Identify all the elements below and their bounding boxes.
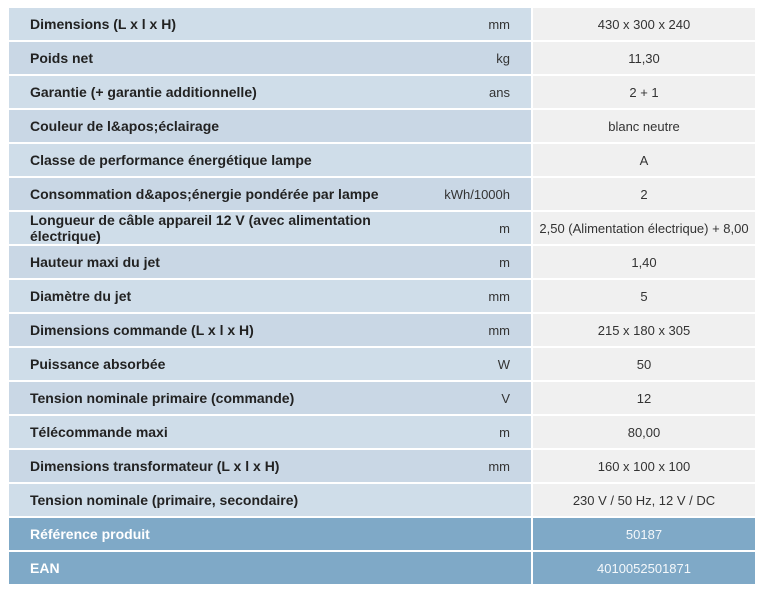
spec-label: Garantie (+ garantie additionnelle) [9, 76, 430, 110]
spec-unit: ans [430, 76, 531, 110]
spec-row-cable-length [9, 212, 755, 246]
spec-unit: mm [430, 314, 531, 348]
spec-unit: mm [430, 8, 531, 42]
spec-label: Dimensions transformateur (L x l x H) [9, 450, 430, 484]
spec-unit: V [430, 382, 531, 416]
spec-value: 2 [531, 178, 755, 212]
spec-row-jet-diameter [9, 280, 755, 314]
spec-label: Télécommande maxi [9, 416, 430, 450]
footer-row-ean [9, 552, 755, 586]
spec-value: 12 [531, 382, 755, 416]
spec-row-net-weight [9, 42, 755, 76]
spec-label: Longueur de câble appareil 12 V (avec alimentation électrique) [9, 212, 430, 246]
spec-label: Couleur de l&apos;éclairage [9, 110, 430, 144]
spec-row-primary-voltage [9, 382, 755, 416]
spec-unit: mm [430, 280, 531, 314]
specifications-body [9, 8, 755, 586]
spec-label: Poids net [9, 42, 430, 76]
spec-value: 50 [531, 348, 755, 382]
product-reference-label: Référence produit [9, 518, 531, 552]
spec-row-light-color [9, 110, 755, 144]
spec-label: Classe de performance énergétique lampe [9, 144, 430, 178]
spec-unit [430, 484, 531, 518]
spec-value: 160 x 100 x 100 [531, 450, 755, 484]
spec-row-dimensions [9, 8, 755, 42]
ean-label: EAN [9, 552, 531, 586]
spec-row-control-dimensions [9, 314, 755, 348]
spec-label: Dimensions (L x l x H) [9, 8, 430, 42]
spec-value: 430 x 300 x 240 [531, 8, 755, 42]
spec-value: 230 V / 50 Hz, 12 V / DC [531, 484, 755, 518]
spec-value: 11,30 [531, 42, 755, 76]
spec-value: 215 x 180 x 305 [531, 314, 755, 348]
spec-unit: kWh/1000h [430, 178, 531, 212]
spec-unit: m [430, 246, 531, 280]
spec-row-jet-height [9, 246, 755, 280]
product-reference-value: 50187 [531, 518, 755, 552]
spec-value: blanc neutre [531, 110, 755, 144]
spec-label: Consommation d&apos;énergie pondérée par lampe [9, 178, 430, 212]
spec-row-energy-class [9, 144, 755, 178]
spec-value: 80,00 [531, 416, 755, 450]
spec-value: 2 + 1 [531, 76, 755, 110]
spec-unit: W [430, 348, 531, 382]
spec-value: 2,50 (Alimentation électrique) + 8,00 [531, 212, 755, 246]
spec-unit: mm [430, 450, 531, 484]
spec-label: Tension nominale primaire (commande) [9, 382, 430, 416]
spec-value: A [531, 144, 755, 178]
spec-unit [430, 110, 531, 144]
spec-label: Diamètre du jet [9, 280, 430, 314]
spec-row-energy-consumption [9, 178, 755, 212]
spec-label: Tension nominale (primaire, secondaire) [9, 484, 430, 518]
spec-label: Dimensions commande (L x l x H) [9, 314, 430, 348]
spec-row-warranty [9, 76, 755, 110]
footer-row-product-reference [9, 518, 755, 552]
spec-unit [430, 144, 531, 178]
spec-row-nominal-voltage [9, 484, 755, 518]
spec-unit: m [430, 212, 531, 246]
spec-unit: m [430, 416, 531, 450]
spec-row-remote-range [9, 416, 755, 450]
spec-value: 5 [531, 280, 755, 314]
ean-value: 4010052501871 [531, 552, 755, 586]
spec-label: Hauteur maxi du jet [9, 246, 430, 280]
spec-label: Puissance absorbée [9, 348, 430, 382]
spec-value: 1,40 [531, 246, 755, 280]
spec-row-power [9, 348, 755, 382]
specifications-table [9, 8, 755, 586]
spec-row-transformer-dimensions [9, 450, 755, 484]
spec-unit: kg [430, 42, 531, 76]
